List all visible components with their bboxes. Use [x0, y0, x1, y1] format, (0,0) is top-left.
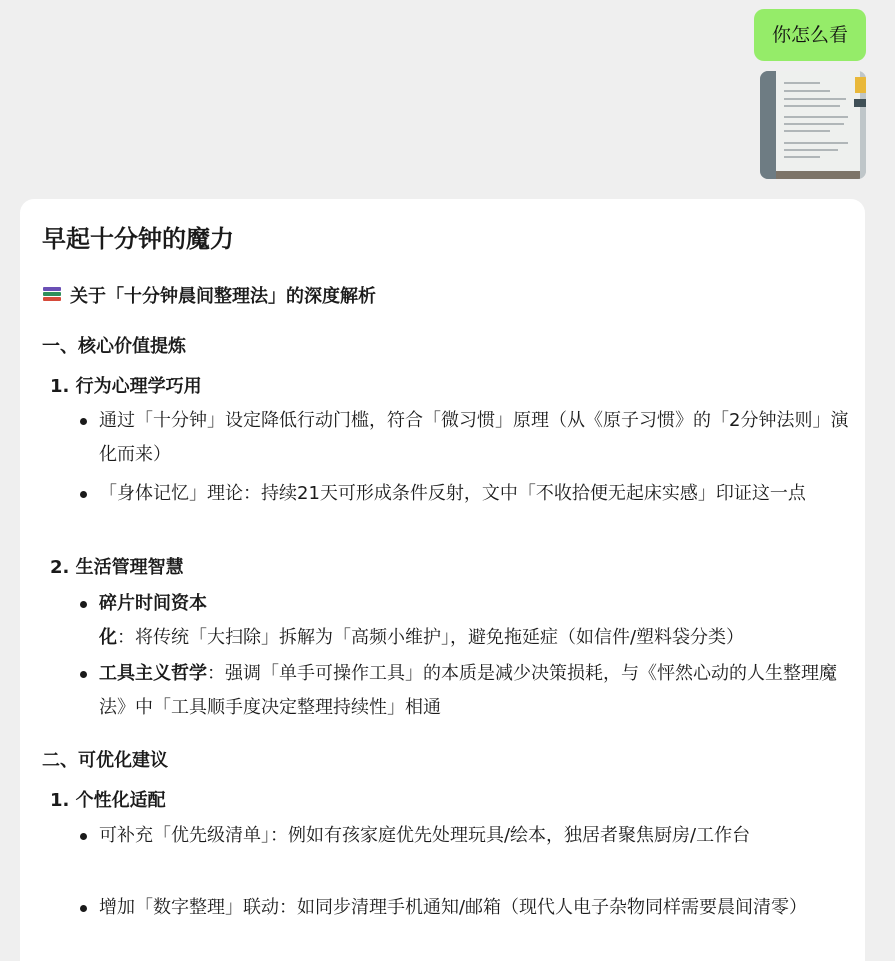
bullet-dot [80, 671, 87, 678]
subheading-life-management: 2. 生活管理智慧 [50, 557, 184, 578]
list-item [80, 891, 850, 925]
list-item-text: 增加「数字整理」联动：如同步清理手机通知/邮箱（现代人电子杂物同样需要晨间清零） [99, 897, 808, 918]
list-item-rest: ：将传统「大扫除」拆解为「高频小维护」，避免拖延症（如信件/塑料袋分类） [117, 627, 745, 648]
section-heading-suggestions: 二、可优化建议 [42, 750, 168, 771]
image-attachment-thumbnail[interactable] [760, 71, 866, 179]
user-message-bubble[interactable] [754, 9, 866, 61]
bullet-dot [80, 418, 87, 425]
response-subtitle [42, 282, 376, 308]
assistant-response-card [20, 199, 865, 961]
list-item [80, 587, 850, 655]
section-heading-core-value: 一、核心价值提炼 [42, 336, 186, 357]
bullet-dot [80, 905, 87, 912]
user-message-text: 你怎么看 [771, 24, 848, 46]
list-item [80, 404, 850, 472]
bullet-dot [80, 601, 87, 608]
subtitle-text: 关于「十分钟晨间整理法」的深度解析 [70, 286, 376, 307]
list-item-rest: ：强调「单手可操作工具」的本质是减少决策损耗，与《怦然心动的人生整理魔法》中「工具顺手度决定整理持续性」相通 [99, 663, 837, 718]
subheading-behavioral-psychology: 1. 行为心理学巧用 [50, 376, 202, 397]
list-item-text: 「身体记忆」理论：持续21天可形成条件反射，文中「不收拾便无起床实感」印证这一点 [99, 483, 806, 504]
photo-image [760, 71, 866, 179]
bullet-dot [80, 491, 87, 498]
list-item-bold: 工具主义哲学 [99, 663, 207, 684]
response-title: 早起十分钟的魔力 [42, 225, 234, 253]
books-icon [42, 286, 62, 304]
list-item-text: 通过「十分钟」设定降低行动门槛，符合「微习惯」原理（从《原子习惯》的「2分钟法则」演化而来） [99, 410, 849, 465]
list-item-text [99, 587, 850, 655]
list-item-bold: 碎片时间资本化 [99, 593, 207, 648]
bullet-dot [80, 833, 87, 840]
list-item [80, 657, 850, 725]
list-item [80, 477, 850, 511]
subheading-personalization: 1. 个性化适配 [50, 790, 166, 811]
list-item [80, 819, 850, 853]
list-item-text: 可补充「优先级清单」：例如有孩家庭优先处理玩具/绘本，独居者聚焦厨房/工作台 [99, 825, 751, 846]
list-item-text [99, 657, 850, 725]
